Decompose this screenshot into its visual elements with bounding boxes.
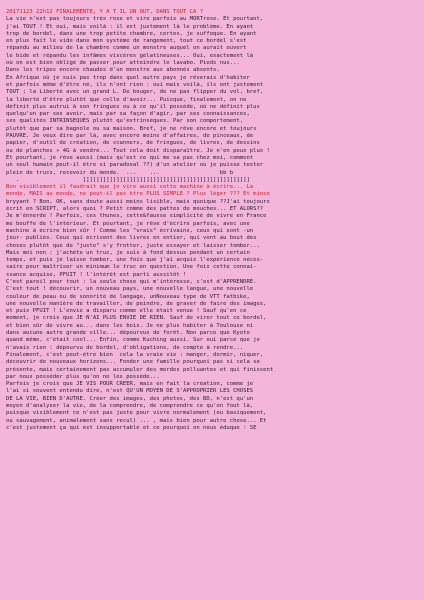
text-line: Et pourtant, je rêve aussi (mais qu'est ce qui me va pas chez moi, comment — [6, 154, 254, 161]
paragraph-block-1 — [6, 16, 418, 177]
text-line: répandu au milieu de la chambre comme un monstre auquel on aurait ouvert — [6, 45, 247, 52]
paragraph-block-2 — [6, 199, 418, 433]
text-line: bryyant ? Bon, OK, sans doute aussi moins lisible, mais quoique ??J'ai toujours — [6, 198, 270, 205]
text-line: saire pour maîtriser un minimum le truc en question. Une fois cette connai- — [6, 264, 257, 271]
header-line: 20171123 22h12 FINALEMENTE, Y A T IL UN OUT, DANS TOUT CA ? — [6, 9, 204, 15]
text-line: machine à écrire bien sûr ! Comme les "vrais" écrivains, ceux qui sont -un — [6, 227, 254, 234]
text-line: C'est pareil pour tout : la seule chose qui m'intéresse, c'est d'APPRENDRE. — [6, 278, 257, 285]
text-line: par nous posséder plus qu'on ne les possède... — [6, 373, 160, 380]
text-line: DE LA VIE, BIEN D'AUTRE. Créer des images, des photos, des BD, n'est qu'un — [6, 395, 254, 402]
text-line: ssance acquise, PFUIT ! l'intérêt est parti aussitôt ! — [6, 271, 187, 278]
text-line: une nouvelle manière de travailler, de peindre, de graver de faire des images, — [6, 300, 267, 307]
text-line: et parfois même d'être né, ils n'ont rien : oui mais voilà, ils ont justement — [6, 81, 264, 88]
text-line: n'avais rien : dépourvu de bordel, d'obligations, de compte à rendre... — [6, 344, 244, 351]
text-line: quelqu'un par ses avoir, mais par sa façon d'agir, par ses connaissances, — [6, 111, 250, 118]
garbled-line: . ]]]]]]]]]]]]]]]]]]]]]]]]]]]]]]]]]]]]]]]]]]]]]]]]]] — [6, 176, 250, 183]
text-line: et puis PFUIT ! L'envie a disparu comme elle était venue ! Sauf qu'en ce — [6, 308, 247, 315]
text-line: le bide et répandu les infâmes viscères gélatineuses... Oui, exactement là — [6, 52, 254, 59]
text-line: jour- publiés. Ceux qui écrivent des livres en entier, qui vont au bout des — [6, 235, 257, 242]
text-line: ou de planches » 4G à vendre... Tout cela doit disparaître. Je n'en peux plus ! — [6, 147, 270, 154]
text-line: monde, MAIS au monde, ne peut-il pas être PLUS SIMPLE ? Plus léger ??? Et mince — [6, 191, 270, 198]
text-line: et bien sûr de vivre au... dans les bois. Je ne plus habiter à Toulouse ni — [6, 322, 254, 329]
text-line: où on est bien obligé de passer pour atteindre le lavabo. Pieds nus... — [6, 60, 240, 67]
text-line: TOUT ; la Liberté avec un grand L. De bouger, de ne pas flipper du vol, bref, — [6, 89, 264, 96]
text-line: plein de trucs, recevoir du monde. ... ... bb b — [6, 169, 234, 176]
typewritten-text — [6, 9, 418, 432]
text-line: En Afrique où je suis pas trop dans quel autre pays je rêverais d'habiter — [6, 74, 250, 81]
text-line: découvrir de nouveaux horizons... Fonder une famille pourquoi pas si cela se — [6, 359, 260, 366]
text-line: j'ai TOUT ! Et oui, mais voilà : il est justement là le problème. En ayant — [6, 23, 254, 30]
text-line: Mais moi non : j'achète un truc, je suis à fond dessus pendant un certain — [6, 249, 250, 256]
text-line: Dans les tripes encore chaudes d'un monstre aux abonnés absents. — [6, 67, 220, 74]
text-line: Parfois je crois que JE VIS POUR CRÉER, mais en fait la création, comme je — [6, 381, 254, 388]
text-line: couleur de peau ou de sonorité de langage, unNouveau type de VTT fatbike, — [6, 293, 250, 300]
text-line: en plus fait le vide dans mon système de rangement, tout ce bordel s'est — [6, 38, 247, 45]
text-line: ses qualités INTRINSÈQUES plutôt qu'extrinsèques. Par son comportement, — [6, 118, 244, 125]
text-line: ou sauvagement, animalement sans recul) ... , mais bien pour autre chose... Et — [6, 417, 267, 424]
text-line: écrit en SCRIPT, alors quoi ? Petit comme des pattes de mouches... ET ALORS?? — [6, 206, 264, 213]
text-line: puisque visiblement ce n'est pas juste pour vivre normalement (ou basiquement, — [6, 410, 267, 417]
text-line: c'est justement ça qui est insupportable et ce pourquoi on nous éduque : SE — [6, 424, 257, 431]
text-line: me bouffe de l'intérieur. Et pourtant, je rêve d'écrire parfois, avec une — [6, 220, 250, 227]
text-line: Finalement, c'est peut-être bien cela la vraie vie : manger, dormir, niquer, — [6, 351, 264, 358]
text-line: moment, je crois que JE N'AI PLUS ENVIE DE RIEN. Sauf de virer tout ce bordel, — [6, 315, 267, 322]
text-line: plutôt que par sa bagnole ou sa maison. Bref, je ne rêve encore et toujours — [6, 125, 257, 132]
text-line: dans aucune autre grande ville... dépourvus de forêt. Non parce que Kyoto — [6, 330, 250, 337]
text-line: Bon visiblement il faudrait que je vire aussi cette machine à écrire... La — [6, 184, 254, 191]
text-line: l'ai si souvent entendu dire, n'est QU'UN MOYEN DE S'APPROPRIER LES CHOSES — [6, 388, 254, 395]
text-line: papier, d'outil de création, de scanners, de fringues, de livres, de dessins — [6, 140, 260, 147]
text-line: moyen d'analyser la vie, de la comprendre, de comprendre ce qu'on fout là, — [6, 403, 254, 410]
text-line: la liberté d'être plutôt que celle d'avoir... Puisque, finalement, on ne — [6, 96, 247, 103]
text-line: quand même, c'était cool... Enfin, comme Kuching aussi. Sur oui parce que je — [6, 337, 260, 344]
text-line: définit plus autrui à son fringues ou à ce qu'il possède, où ne définit plus — [6, 103, 260, 110]
text-line: La vie n'est pas toujours très rose et vire parfois au MORTrose. Et pourtant, — [6, 16, 264, 23]
text-line: choses plutôt que de "juste" s'y frotter, juste essayer et laisser tomber... — [6, 242, 260, 249]
text-line: un seul humain peut-il être si paradoxal ??) d'un atelier où je puisse tester — [6, 162, 264, 169]
text-line: temps, et puis je laisse tomber, une fois que j'ai acquis l'expérience néces- — [6, 257, 264, 264]
text-line: trop de bordel, dans une trop petite chambre, certes, je suffoque. En ayant — [6, 30, 257, 37]
red-note-block — [6, 184, 418, 199]
text-line: PAUVRE. Je veux dire par là, avec encore moins d'affaires, de pinceaux, de — [6, 133, 254, 140]
text-line: C'est tout ! découvrir, un nouveau pays, une nouvelle langue, une nouvelle — [6, 286, 254, 293]
text-line: Je m'énnerde ! Parfois, ces thunes, cette&fausse simplicité de vivre en France — [6, 213, 267, 220]
text-line: présente, mais certainement pas accumuler des merdes polluantes et qui finissent — [6, 366, 274, 373]
